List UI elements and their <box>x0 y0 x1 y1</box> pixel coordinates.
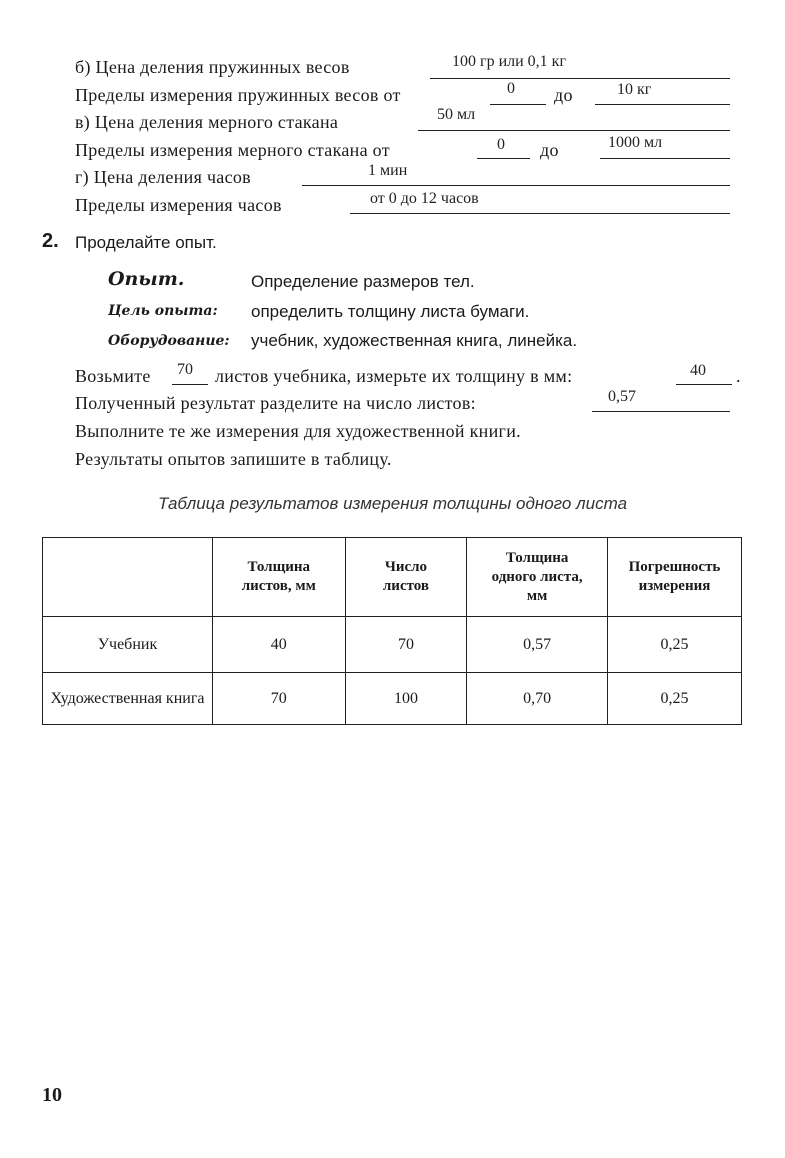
take-result: 40 <box>690 362 706 379</box>
equipment-text: учебник, художественная книга, линейка. <box>251 331 578 350</box>
b-limits-to-label: до <box>554 85 573 105</box>
g-limits-label: Пределы измерения часов <box>75 195 282 215</box>
divide-value: 0,57 <box>608 388 636 405</box>
table-cell: 100 <box>345 673 467 725</box>
g-limits-value: от 0 до 12 часов <box>370 190 479 207</box>
b-limits-label: Пределы измерения пружинных весов от <box>75 85 401 105</box>
v-value-blank <box>418 130 730 131</box>
take-end: . <box>736 366 741 386</box>
table-cell: 0,25 <box>608 673 742 725</box>
b-limits-from: 0 <box>507 80 515 97</box>
b-value: 100 гр или 0,1 кг <box>452 53 567 70</box>
table-header-cell <box>212 538 345 617</box>
table-caption: Таблица результатов измерения толщины одного листа <box>157 494 628 513</box>
table-cell: 0,25 <box>608 617 742 673</box>
divide-value-blank <box>592 411 730 412</box>
g-limits-blank <box>350 213 730 214</box>
header-sheet-thickness: Толщина одного листа, мм <box>491 549 583 604</box>
b-limits-from-blank <box>490 104 546 105</box>
goal-label: Цель опыта: <box>108 303 218 319</box>
take-value-blank <box>172 384 208 385</box>
v-limits-to: 1000 мл <box>608 134 663 151</box>
header-thickness: Толщина листов, мм <box>241 559 316 594</box>
b-limits-to-blank <box>595 104 730 105</box>
table-header-cell <box>608 538 742 617</box>
page-number: 10 <box>42 1084 62 1106</box>
table-header-cell <box>43 538 213 617</box>
v-limits-to-blank <box>600 158 730 159</box>
g-label: г) Цена деления часов <box>75 167 251 187</box>
table-cell: 0,57 <box>467 617 608 673</box>
header-count: Число листов <box>382 559 430 594</box>
table-header-cell <box>345 538 467 617</box>
table-cell: 0,70 <box>467 673 608 725</box>
g-value-blank <box>302 185 730 186</box>
table-cell: Учебник <box>43 617 213 673</box>
table-header-row <box>43 538 742 617</box>
table-row <box>43 617 742 673</box>
v-limits-to-label: до <box>540 140 559 160</box>
table-row <box>43 673 742 725</box>
opyt-label: Опыт. <box>108 268 185 290</box>
v-limits-from-blank <box>477 158 530 159</box>
take-text-2: листов учебника, измерьте их толщину в мм: <box>215 366 573 386</box>
v-limits-label: Пределы измерения мерного стакана от <box>75 140 390 160</box>
table-header-cell <box>467 538 608 617</box>
take-value: 70 <box>177 361 193 378</box>
table-cell: 40 <box>212 617 345 673</box>
b-value-blank <box>430 78 730 79</box>
row-label-fiction: Художественная книга <box>50 689 205 707</box>
divide-text: Полученный результат разделите на число листов: <box>75 393 476 413</box>
task-number: 2. <box>42 230 59 252</box>
b-label: б) Цена деления пружинных весов <box>75 57 350 77</box>
v-limits-from: 0 <box>497 136 505 153</box>
table-cell: 70 <box>345 617 467 673</box>
header-error: Погрешность измерения <box>628 559 721 594</box>
b-limits-to: 10 кг <box>617 81 652 98</box>
repeat-text: Выполните те же измерения для художественной книги. <box>75 421 521 441</box>
v-value: 50 мл <box>437 106 476 123</box>
record-text: Результаты опытов запишите в таблицу. <box>75 449 392 469</box>
equipment-label: Оборудование: <box>108 333 230 349</box>
table-cell: 70 <box>212 673 345 725</box>
take-text-1: Возьмите <box>75 366 151 386</box>
task-title: Проделайте опыт. <box>75 233 217 252</box>
results-table <box>42 537 742 725</box>
g-value: 1 мин <box>368 162 408 179</box>
opyt-text: Определение размеров тел. <box>251 272 475 291</box>
goal-text: определить толщину листа бумаги. <box>251 302 530 321</box>
take-result-blank <box>676 384 732 385</box>
v-label: в) Цена деления мерного стакана <box>75 112 339 132</box>
table-cell <box>43 673 213 725</box>
